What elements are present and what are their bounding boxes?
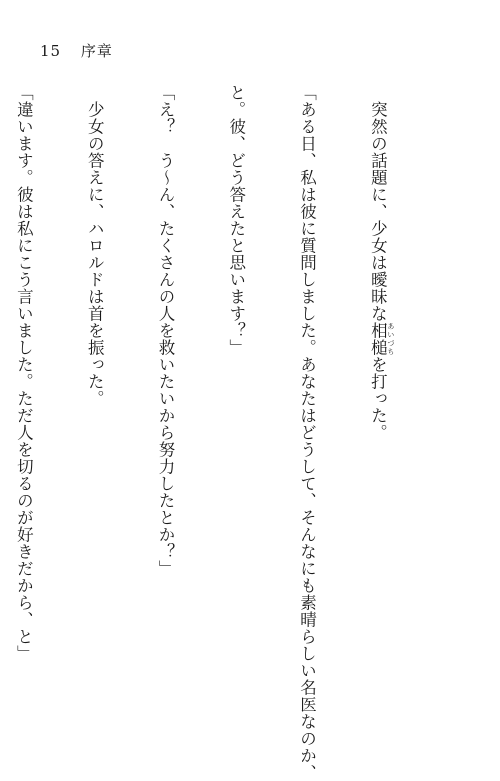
text-line-5: 少女の答えに、ハロルドは首を振った。	[85, 84, 105, 407]
text-line-1: 突然の話題に、少女は曖昧な相槌 あいづちを打った。	[368, 84, 395, 441]
ruby-aizuchi: 相槌 あいづち	[368, 322, 395, 356]
text-line-2: 「ある日、私は彼に質問しました。あなたはどうして、そんなにも素晴らしい名医なのか、	[297, 84, 317, 781]
chapter-title: 序章	[80, 42, 113, 60]
text-line-4: 「え？ う～ん、たくさんの人を救いたいから努力したとか？」	[155, 84, 175, 577]
page-number: 15	[40, 42, 62, 60]
text-line-3: と。彼、どう答えたと思います？」	[226, 84, 246, 356]
vertical-body-text	[14, 84, 442, 781]
page-header	[40, 40, 113, 61]
text-line-6: 「違います。彼は私にこう言いました。ただ人を切るのが好きだから、と」	[14, 84, 34, 662]
